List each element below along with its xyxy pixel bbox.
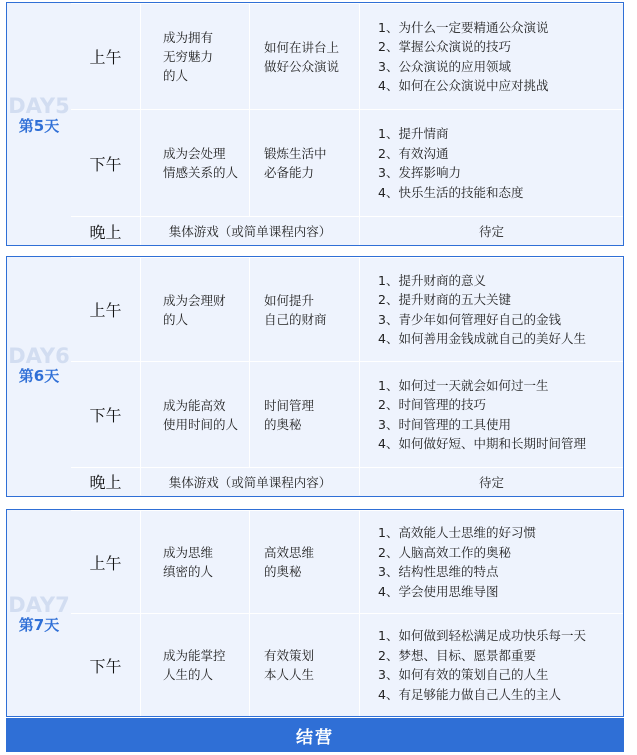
- activity-cell: 集体游戏（或简单课程内容）: [141, 217, 360, 245]
- status-cell: 待定: [478, 224, 504, 239]
- day-cn-label: 第7天: [18, 616, 60, 634]
- point-item: 4、如何在公众演说中应对挑战: [378, 78, 549, 93]
- points-cell: [360, 110, 623, 216]
- topic-cell: 高效思维 的奥秘: [250, 511, 360, 613]
- day5-block: [6, 2, 624, 246]
- day7-label: [7, 594, 71, 634]
- time-cell: 上午: [71, 511, 141, 613]
- day7-block: [6, 509, 624, 717]
- afternoon-row: [71, 613, 623, 716]
- point-item: 2、梦想、目标、愿景都重要: [378, 647, 536, 663]
- role-cell: 成为会处理 情感关系的人: [141, 110, 250, 216]
- role-cell: 成为能掌控 人生的人: [141, 614, 250, 716]
- points-cell: [360, 511, 623, 613]
- point-item: 4、学会使用思维导图: [378, 583, 499, 599]
- day-en-label: DAY6: [8, 344, 70, 368]
- point-item: 3、时间管理的工具使用: [378, 416, 511, 432]
- time-cell: 晚上: [71, 217, 141, 245]
- day-en-label: DAY5: [8, 94, 70, 118]
- role-cell: 成为能高效 使用时间的人: [141, 362, 250, 467]
- point-item: 1、提升财商的意义: [378, 272, 486, 288]
- time-cell: 下午: [71, 362, 141, 467]
- point-item: 2、时间管理的技巧: [378, 397, 486, 412]
- day-cn-label: 第6天: [18, 367, 60, 385]
- topic-cell: 如何提升 自己的财商: [250, 258, 360, 361]
- point-item: 4、快乐生活的技能和态度: [378, 184, 524, 200]
- morning-row: [71, 510, 623, 613]
- point-item: 1、为什么一定要精通公众演说: [378, 19, 549, 35]
- point-item: 3、结构性思维的特点: [378, 564, 499, 579]
- day5-label: [7, 95, 71, 135]
- point-item: 4、如何善用金钱成就自己的美好人生: [378, 331, 586, 346]
- point-item: 1、提升情商: [378, 126, 449, 141]
- afternoon-row: [71, 109, 623, 216]
- point-item: 2、有效沟通: [378, 145, 449, 161]
- point-item: 1、如何做到轻松满足成功快乐每一天: [378, 628, 586, 643]
- time-cell: 下午: [71, 614, 141, 716]
- point-item: 3、发挥影响力: [378, 165, 461, 180]
- topic-cell: 锻炼生活中 必备能力: [250, 110, 360, 216]
- activity-cell: 集体游戏（或简单课程内容）: [141, 468, 360, 495]
- topic-cell: 时间管理 的奥秘: [250, 362, 360, 467]
- morning-row: [71, 257, 623, 361]
- topic-cell: 有效策划 本人人生: [250, 614, 360, 716]
- role-cell: 成为拥有 无穷魅力 的人: [141, 4, 250, 109]
- day6-label: [7, 345, 71, 385]
- point-item: 1、高效能人士思维的好习惯: [378, 525, 536, 540]
- points-cell: [360, 362, 623, 467]
- point-item: 3、如何有效的策划自己的人生: [378, 667, 549, 682]
- point-item: 2、人脑高效工作的奥秘: [378, 544, 511, 560]
- point-item: 4、如何做好短、中期和长期时间管理: [378, 436, 586, 451]
- point-item: 3、公众演说的应用领域: [378, 58, 511, 74]
- time-cell: 上午: [71, 258, 141, 361]
- time-cell: 晚上: [71, 468, 141, 495]
- day6-block: [6, 256, 624, 497]
- role-cell: 成为会理财 的人: [141, 258, 250, 361]
- point-item: 3、青少年如何管理好自己的金钱: [378, 311, 561, 327]
- role-cell: 成为思维 缜密的人: [141, 511, 250, 613]
- topic-cell: 如何在讲台上 做好公众演说: [250, 4, 360, 109]
- closing-banner: 结营: [6, 718, 624, 752]
- points-cell: [360, 4, 623, 109]
- status-cell: 待定: [478, 474, 504, 490]
- day-en-label: DAY7: [8, 593, 70, 617]
- afternoon-row: [71, 361, 623, 467]
- point-item: 1、如何过一天就会如何过一生: [378, 377, 549, 393]
- point-item: 2、掌握公众演说的技巧: [378, 39, 511, 54]
- point-item: 2、提升财商的五大关键: [378, 292, 511, 307]
- time-cell: 下午: [71, 110, 141, 216]
- point-item: 4、有足够能力做自己人生的主人: [378, 686, 561, 702]
- day-cn-label: 第5天: [18, 117, 60, 135]
- points-cell: [360, 614, 623, 716]
- evening-row: [71, 216, 623, 245]
- points-cell: [360, 258, 623, 361]
- morning-row: [71, 3, 623, 109]
- evening-row: [71, 467, 623, 495]
- time-cell: 上午: [71, 4, 141, 109]
